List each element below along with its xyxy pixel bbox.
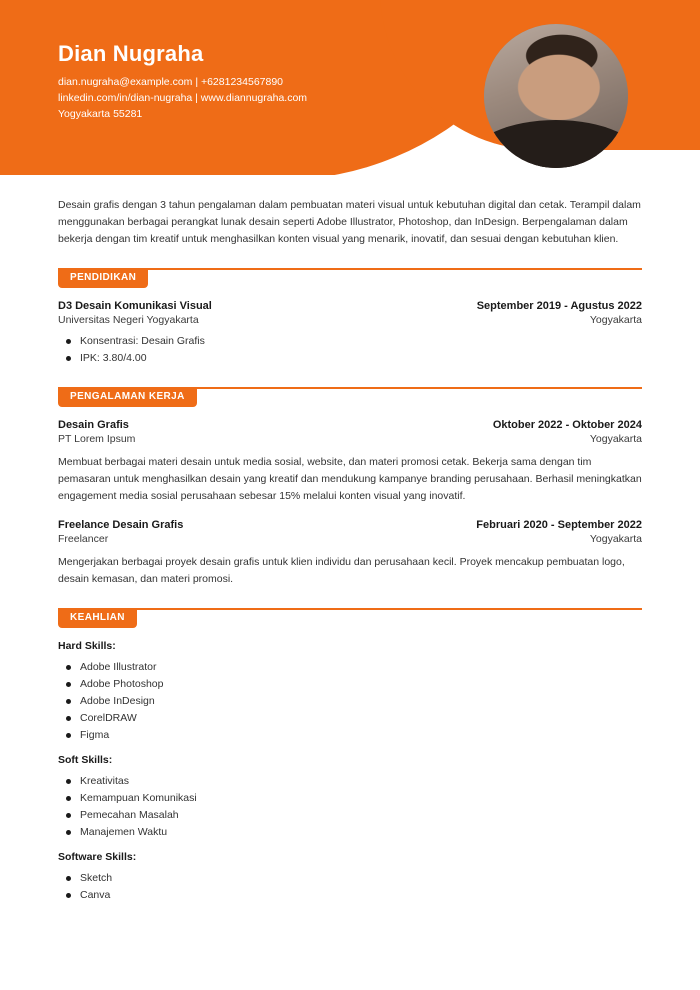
experience-description: Membuat berbagai materi desain untuk media sosial, website, dan materi promosi cetak. Bekerja sama dengan tim pemasaran untuk menghasilkan desain yang kreatif dan mendukung kampanye branding perusahaan. Berhasil meningkatkan engagement media sosial perusahaan sebesar 15% melalui konten visual yang inovatif. bbox=[58, 456, 642, 502]
skill-group-title: Hard Skills: bbox=[58, 640, 116, 652]
education-bullets bbox=[58, 333, 642, 367]
skill-list bbox=[58, 773, 642, 841]
header-text-block bbox=[58, 42, 307, 123]
section-title-skills: KEAHLIAN bbox=[58, 608, 137, 628]
experience-company: PT Lorem Ipsum bbox=[58, 433, 136, 445]
experience-date: Februari 2020 - September 2022 bbox=[476, 519, 642, 531]
list-item: Sketch bbox=[58, 870, 642, 887]
experience-entry bbox=[58, 419, 642, 505]
contact-email-phone: dian.nugraha@example.com | +6281234567890 bbox=[58, 76, 284, 89]
entry-row-secondary bbox=[58, 314, 642, 326]
skill-group-title: Soft Skills: bbox=[58, 754, 113, 766]
skill-group-software bbox=[58, 851, 642, 904]
experience-company: Freelancer bbox=[58, 533, 109, 545]
resume-body bbox=[0, 175, 700, 904]
experience-location: Yogyakarta bbox=[589, 433, 642, 445]
skill-list bbox=[58, 870, 642, 904]
education-date: September 2019 - Agustus 2022 bbox=[476, 300, 642, 312]
education-degree: D3 Desain Komunikasi Visual bbox=[58, 300, 212, 312]
skill-list bbox=[58, 659, 642, 744]
list-item: Pemecahan Masalah bbox=[58, 807, 642, 824]
avatar bbox=[484, 24, 628, 168]
experience-location: Yogyakarta bbox=[589, 533, 642, 545]
resume-header bbox=[0, 0, 700, 175]
section-title-experience: PENGALAMAN KERJA bbox=[58, 387, 197, 407]
experience-date: Oktober 2022 - Oktober 2024 bbox=[492, 419, 642, 431]
list-item: Konsentrasi: Desain Grafis bbox=[58, 333, 642, 350]
candidate-name: Dian Nugraha bbox=[58, 41, 204, 66]
experience-role: Freelance Desain Grafis bbox=[58, 519, 184, 531]
section-header-experience bbox=[58, 387, 642, 409]
avatar-shoulder bbox=[484, 120, 628, 168]
list-item: Adobe InDesign bbox=[58, 693, 642, 710]
entry-row-secondary bbox=[58, 533, 642, 545]
skill-group-soft bbox=[58, 754, 642, 841]
entry-row-secondary bbox=[58, 433, 642, 445]
section-experience bbox=[58, 387, 642, 588]
list-item: Canva bbox=[58, 887, 642, 904]
experience-description: Mengerjakan berbagai proyek desain grafis untuk klien individu dan perusahaan kecil. Proyek mencakup pembuatan logo, desain kemasan, dan materi promosi. bbox=[58, 556, 625, 585]
skill-group-title: Software Skills: bbox=[58, 851, 137, 863]
education-institution: Universitas Negeri Yogyakarta bbox=[58, 314, 199, 326]
section-header-education bbox=[58, 268, 642, 290]
list-item: Adobe Illustrator bbox=[58, 659, 642, 676]
experience-role: Desain Grafis bbox=[58, 419, 129, 431]
contact-links: linkedin.com/in/dian-nugraha | www.diannugraha.com bbox=[58, 92, 308, 105]
section-education bbox=[58, 268, 642, 367]
list-item: CorelDRAW bbox=[58, 710, 642, 727]
profile-summary: Desain grafis dengan 3 tahun pengalaman dalam pembuatan materi visual untuk kebutuhan digital dan cetak. Terampil dalam menggunakan berbagai perangkat lunak desain seperti Adobe Illustrator, Photoshop, dan InDesign. Berpengalaman dalam bekerja dengan tim kreatif untuk menghasilkan konten visual yang menarik, inovatif, dan sesuai dengan kebutuhan klien. bbox=[58, 199, 641, 245]
entry-row-primary bbox=[58, 519, 642, 531]
section-header-skills bbox=[58, 608, 642, 630]
section-divider bbox=[58, 608, 642, 610]
education-location: Yogyakarta bbox=[589, 314, 642, 326]
section-skills bbox=[58, 608, 642, 904]
entry-row-primary bbox=[58, 300, 642, 312]
entry-row-primary bbox=[58, 419, 642, 431]
list-item: Kreativitas bbox=[58, 773, 642, 790]
list-item: Manajemen Waktu bbox=[58, 824, 642, 841]
list-item: Kemampuan Komunikasi bbox=[58, 790, 642, 807]
list-item: Figma bbox=[58, 727, 642, 744]
section-title-education: PENDIDIKAN bbox=[58, 268, 148, 288]
list-item: Adobe Photoshop bbox=[58, 676, 642, 693]
list-item: IPK: 3.80/4.00 bbox=[58, 350, 642, 367]
education-entry bbox=[58, 300, 642, 367]
contact-address: Yogyakarta 55281 bbox=[58, 108, 143, 121]
skill-group-hard bbox=[58, 640, 642, 744]
experience-entry bbox=[58, 519, 642, 588]
